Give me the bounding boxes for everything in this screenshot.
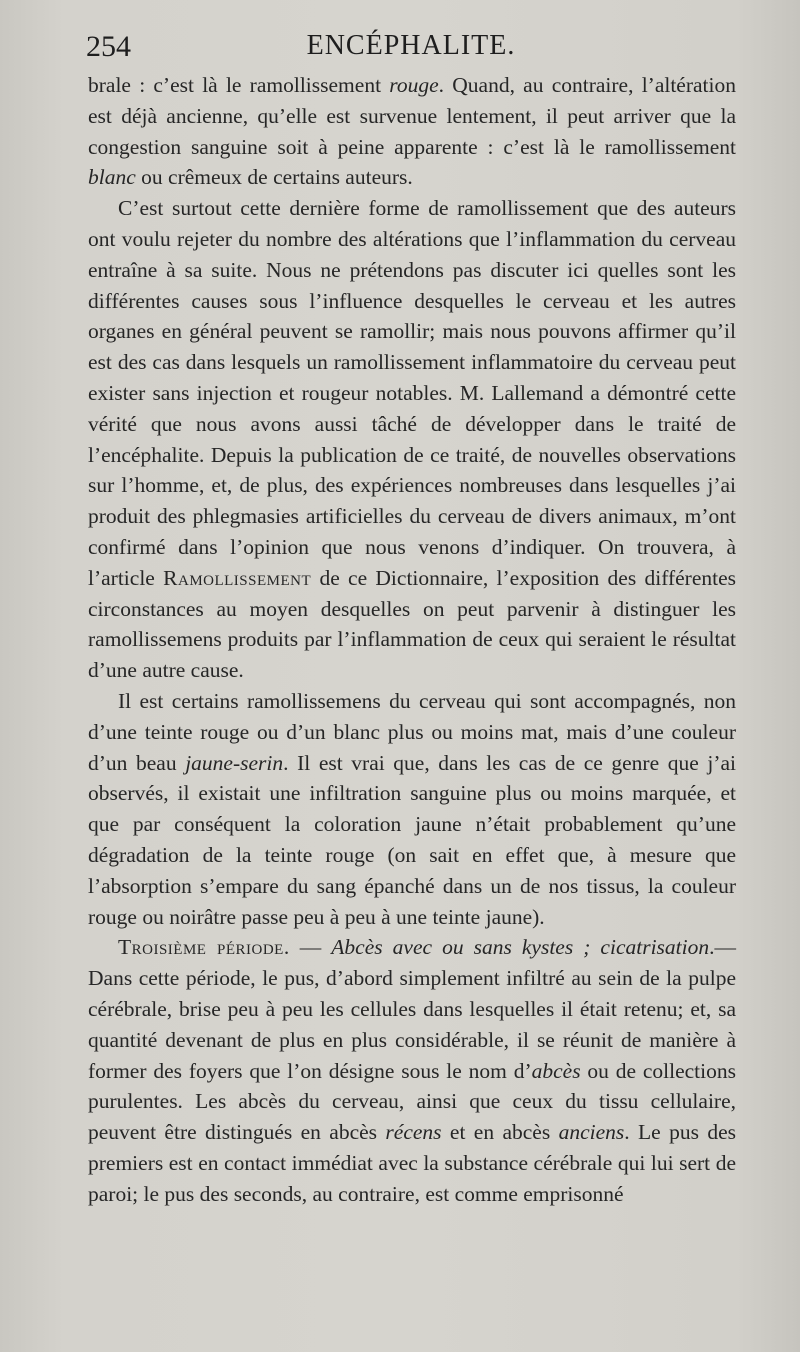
paragraph (88, 70, 736, 193)
text-run: ou crêmeux de certains auteurs. (135, 165, 413, 190)
italic-text: jaune-serin (185, 750, 284, 775)
italic-text: Abcès avec ou sans kystes ; cicatrisation (331, 935, 710, 960)
smallcaps-text: Troisième période. (118, 935, 290, 960)
page-header (86, 30, 736, 72)
italic-text: blanc (88, 165, 136, 190)
italic-text: récens (385, 1120, 442, 1145)
text-run: C’est surtout cette dernière forme de ramollissement que des auteurs ont voulu rejeter du nombre des altérations que l’inflammation du cerveau entraîne à sa suite. Nous ne prétendons pas discuter ici quelles sont les différentes causes sous l’influence desquelles le cerveau et les autres organes en général peuvent se ramollir; mais nous pouvons affirmer qu’il est des cas dans lesquels un ramollissement inflammatoire du cerveau peut exister sans injection et rougeur notables. M. Lallemand a démontré cette vérité que nous avons aussi tâché de développer dans le traité de l’encéphalite. Depuis la publication de ce traité, de nouvelles observations sur l’homme, et, de plus, des expériences nombreuses dans lesquelles j’ai produit des phlegmasies artificielles du cerveau de divers animaux, m’ont confirmé dans l’opinion que nous venons d’indiquer. On trouvera, à l’article (88, 196, 736, 590)
italic-text: abcès (531, 1058, 581, 1083)
smallcaps-text: Ramollissement (163, 565, 312, 590)
page-number: 254 (86, 30, 131, 63)
text-run: . Le pus des premiers est en contact immédiat avec la substance cérébrale qui lui sert de paroi; le pus des seconds, au contraire, est comme emprisonné (88, 1120, 737, 1206)
text-run: . Il est vrai que, dans les cas de ce genre que j’ai observés, il existait une infiltration sanguine plus ou moins marquée, et que par conséquent la coloration jaune n’était probablement qu’une dégradation de la teinte rouge (on sait en effet que, à mesure que l’absorption s’empare du sang épanché dans un de nos tissus, la couleur rouge ou noirâtre passe peu à peu à une teinte jaune). (88, 750, 737, 929)
text-run: ou de collections purulentes. Les abcès du cerveau, ainsi que ceux du tissu cellulaire, peuvent être distingués en abcès (88, 1058, 736, 1145)
text-run: brale : c’est là le ramollissement (88, 73, 390, 97)
text-run: de ce Dictionnaire, l’exposition des différentes circonstances au moyen desquelles on peut parvenir à distinguer les ramollissemens produits par l’inflammation de ceux qui seraient le résultat d’une autre cause. (88, 565, 737, 683)
italic-text: anciens (558, 1120, 625, 1145)
paragraph (88, 932, 736, 1209)
text-run: . Quand, au contraire, l’altération est déjà ancienne, qu’elle est survenue lentement, il peut arriver que la congestion sanguine soit à peine apparente : c’est là le ramollissement (88, 73, 737, 159)
running-title: ENCÉPHALITE. (306, 30, 516, 61)
paragraph (88, 193, 736, 686)
italic-text: rouge (389, 73, 439, 97)
body-text (88, 70, 736, 1209)
text-run: et en abcès (441, 1120, 559, 1145)
paragraph (88, 686, 736, 932)
text-run: Il est certains ramollissemens du cerveau qui sont accompagnés, non d’une teinte rouge ou d’un blanc plus ou moins mat, mais d’une couleur d’un beau (88, 688, 736, 775)
text-run: — (289, 935, 332, 960)
text-run: .— Dans cette période, le pus, d’abord simplement infiltré au sein de la pulpe cérébrale, brise peu à peu les cellules dans lesquelles il était retenu; et, sa quantité devenant de plus en plus considérable, il se réunit de manière à former des foyers que l’on désigne sous le nom d’ (88, 935, 736, 1083)
